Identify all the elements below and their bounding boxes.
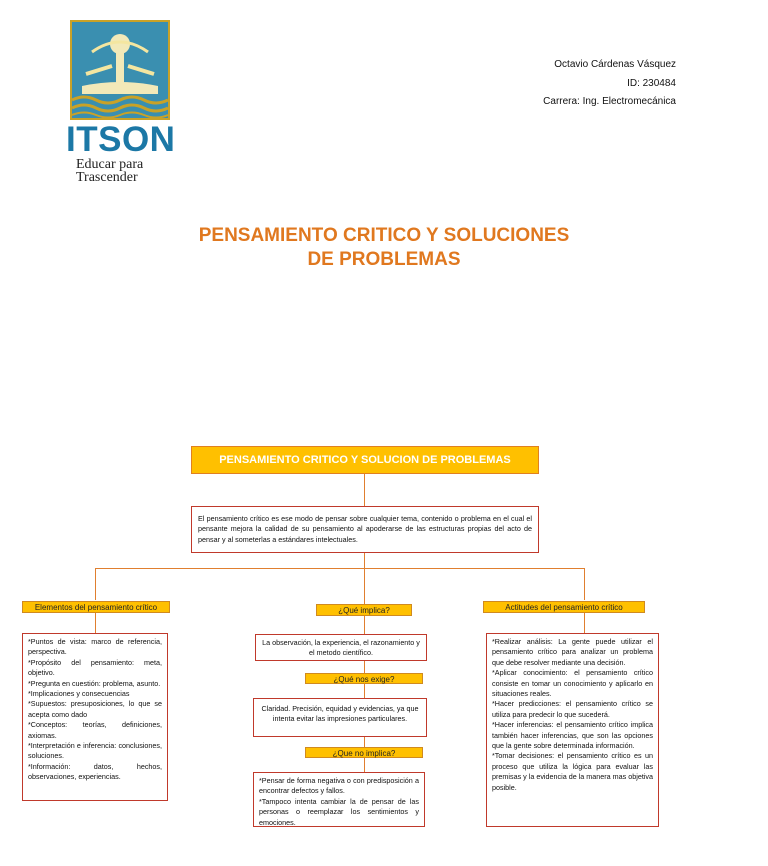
logo-tagline-line2: Trascender: [76, 170, 138, 185]
concept-map-header: PENSAMIENTO CRITICO Y SOLUCION DE PROBLEMAS: [191, 446, 539, 474]
itson-logo: [66, 20, 178, 185]
list-item: *Información: datos, hechos, observaciones, experiencias.: [28, 761, 162, 782]
connector: [584, 613, 585, 633]
list-item: *Pensar de forma negativa o con predisposición a encontrar defectos y fallos.: [259, 776, 419, 796]
middle-box-no-implica: [253, 772, 425, 827]
student-id: ID: 230484: [627, 78, 676, 89]
itson-emblem: [70, 20, 170, 120]
connector: [95, 568, 585, 569]
student-career: Carrera: Ing. Electromecánica: [543, 96, 676, 107]
middle-box-exige: Claridad. Precisión, equidad y evidencias, ya que intenta evitar las impresiones particulares.: [253, 698, 427, 737]
left-branch-label: Elementos del pensamiento crítico: [22, 601, 170, 613]
list-item: *Conceptos: teorías, definiciones, axiomas.: [28, 720, 162, 740]
list-item: *Propósito del pensamiento: meta, objetivo.: [28, 657, 162, 678]
list-item: *Interpretación e inferencia: conclusiones, soluciones.: [28, 741, 162, 761]
list-item: *Implicaciones y consecuencias: [28, 689, 130, 699]
middle-label-exige: ¿Qué nos exige?: [305, 673, 423, 684]
connector: [364, 737, 365, 747]
middle-box-implica: La observación, la experiencia, el razonamiento y el metodo científico.: [255, 634, 427, 661]
page-title-line2: DE PROBLEMAS: [307, 249, 461, 270]
student-name: Octavio Cárdenas Vásquez: [554, 59, 676, 70]
list-item: *Hacer predicciones: el pensamiento crítico se utiliza para predecir lo que sucederá.: [492, 699, 653, 719]
connector: [364, 684, 365, 698]
list-item: *Pregunta en cuestión: problema, asunto.: [28, 678, 161, 688]
emblem-graphic: [72, 22, 168, 118]
list-item: *Tomar decisiones: el pensamiento crítico es un proceso que utiliza la lógica para evaluar las premisas y la evidencia de la manera mas objetiva posible.: [492, 751, 653, 792]
list-item: *Hacer inferencias: el pensamiento crítico implica también hacer inferencias, que son las opciones que la gente sobre determinada información.: [492, 720, 653, 751]
right-branch-label: Actitudes del pensamiento crítico: [483, 601, 645, 613]
right-branch-box: [486, 633, 659, 827]
connector: [364, 661, 365, 673]
list-item: *Tampoco intenta cambiar la de pensar de las personas o reemplazar los sentimientos y emociones.: [259, 796, 419, 827]
middle-label-implica: ¿Qué implica?: [316, 604, 412, 616]
list-item: *Supuestos: presuposiciones, lo que se acepta como dado: [28, 699, 162, 719]
middle-label-no-implica: ¿Que no implica?: [305, 747, 423, 758]
list-item: *Aplicar conocimiento: el pensamiento crítico consiste en tomar un conocimiento y aplicarlo en situaciones reales.: [492, 668, 653, 699]
list-item: *Realizar análisis: La gente puede utilizar el pensamiento crítico para analizar un problema que debe resolver mediante una decisión.: [492, 637, 653, 667]
connector: [364, 474, 365, 506]
connector: [95, 613, 96, 633]
logo-tagline-line1: Educar para: [76, 157, 144, 172]
connector: [584, 568, 585, 600]
page-title-line1: PENSAMIENTO CRITICO Y SOLUCIONES: [198, 225, 570, 246]
left-branch-box: [22, 633, 168, 801]
list-item: *Puntos de vista: marco de referencia, perspectiva.: [28, 637, 162, 657]
connector: [364, 616, 365, 634]
connector: [364, 758, 365, 772]
logo-wordmark: ITSON: [66, 120, 176, 159]
definition-box: El pensamiento crítico es ese modo de pensar sobre cualquier tema, contenido o problema en el cual el pensante mejora la calidad de su pensamiento al apoderarse de las estructuras propias del acto de pensar y al someterlas a estándares intelectuales.: [191, 506, 539, 553]
connector: [364, 568, 365, 604]
connector: [364, 553, 365, 569]
connector: [95, 568, 96, 600]
